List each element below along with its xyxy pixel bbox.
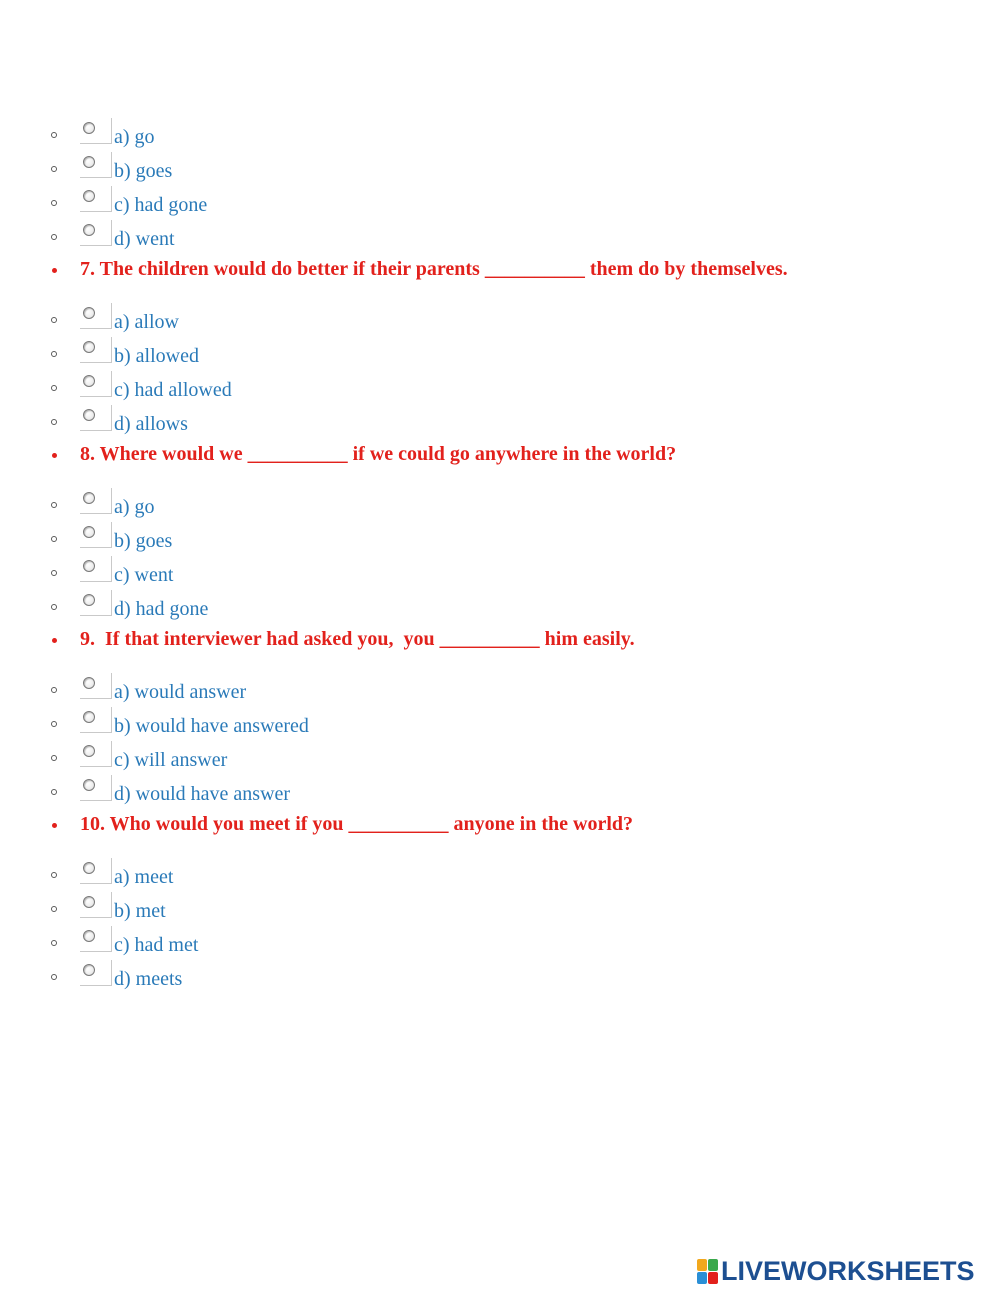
- option-label: a) go: [114, 496, 155, 518]
- answer-option[interactable]: [0, 522, 1000, 556]
- radio-button[interactable]: [83, 677, 95, 689]
- option-label: a) allow: [114, 311, 179, 333]
- answer-option[interactable]: [0, 337, 1000, 371]
- question-item: [0, 624, 1000, 673]
- option-label: d) would have answer: [114, 783, 291, 805]
- radio-button[interactable]: [83, 594, 95, 606]
- option-label: b) goes: [114, 160, 173, 182]
- option-label: d) went: [114, 228, 175, 250]
- option-bullet: [51, 974, 57, 980]
- radio-button[interactable]: [83, 190, 95, 202]
- radio-button[interactable]: [83, 307, 95, 319]
- answer-option[interactable]: [0, 371, 1000, 405]
- question-text: 8. Where would we __________ if we could go anywhere in the world?: [80, 443, 677, 465]
- answer-option[interactable]: [0, 858, 1000, 892]
- answer-option[interactable]: [0, 926, 1000, 960]
- radio-button[interactable]: [83, 862, 95, 874]
- answer-option[interactable]: [0, 590, 1000, 624]
- radio-button[interactable]: [83, 711, 95, 723]
- option-label: b) would have answered: [114, 715, 309, 737]
- answer-option[interactable]: [0, 488, 1000, 522]
- question-text: 9. If that interviewer had asked you, you __________ him easily.: [80, 628, 635, 650]
- option-label: a) would answer: [114, 681, 247, 703]
- option-label: c) had allowed: [114, 379, 232, 401]
- option-bullet: [51, 789, 57, 795]
- option-bullet: [51, 351, 57, 357]
- radio-button[interactable]: [83, 409, 95, 421]
- radio-button[interactable]: [83, 964, 95, 976]
- option-label: a) go: [114, 126, 155, 148]
- option-bullet: [51, 570, 57, 576]
- radio-button[interactable]: [83, 341, 95, 353]
- option-bullet: [51, 906, 57, 912]
- question-bullet: [52, 823, 57, 828]
- question-bullet: [52, 268, 57, 273]
- answer-option[interactable]: [0, 152, 1000, 186]
- question-item: [0, 809, 1000, 858]
- radio-button[interactable]: [83, 930, 95, 942]
- option-bullet: [51, 166, 57, 172]
- option-bullet: [51, 872, 57, 878]
- option-bullet: [51, 687, 57, 693]
- option-bullet: [51, 940, 57, 946]
- radio-button[interactable]: [83, 896, 95, 908]
- worksheet-content: [0, 118, 1000, 994]
- radio-button[interactable]: [83, 745, 95, 757]
- answer-option[interactable]: [0, 405, 1000, 439]
- radio-button[interactable]: [83, 560, 95, 572]
- option-label: b) met: [114, 900, 166, 922]
- radio-button[interactable]: [83, 156, 95, 168]
- liveworksheets-logo: [697, 1256, 975, 1286]
- radio-button[interactable]: [83, 122, 95, 134]
- answer-option[interactable]: [0, 556, 1000, 590]
- option-label: d) meets: [114, 968, 183, 990]
- option-label: b) allowed: [114, 345, 199, 367]
- answer-option[interactable]: [0, 118, 1000, 152]
- option-bullet: [51, 132, 57, 138]
- option-bullet: [51, 234, 57, 240]
- answer-option[interactable]: [0, 892, 1000, 926]
- option-label: b) goes: [114, 530, 173, 552]
- logo-text: LIVEWORKSHEETS: [721, 1256, 975, 1286]
- option-bullet: [51, 604, 57, 610]
- option-label: a) meet: [114, 866, 174, 888]
- radio-button[interactable]: [83, 224, 95, 236]
- radio-button[interactable]: [83, 779, 95, 791]
- option-bullet: [51, 200, 57, 206]
- question-text: 10. Who would you meet if you __________ anyone in the world?: [80, 813, 634, 835]
- option-label: c) had met: [114, 934, 199, 956]
- answer-option[interactable]: [0, 673, 1000, 707]
- option-label: d) had gone: [114, 598, 209, 620]
- option-bullet: [51, 317, 57, 323]
- answer-option[interactable]: [0, 303, 1000, 337]
- option-bullet: [51, 385, 57, 391]
- answer-option[interactable]: [0, 220, 1000, 254]
- option-bullet: [51, 419, 57, 425]
- question-bullet: [52, 638, 57, 643]
- answer-option[interactable]: [0, 707, 1000, 741]
- option-label: c) had gone: [114, 194, 208, 216]
- option-bullet: [51, 502, 57, 508]
- option-bullet: [51, 536, 57, 542]
- radio-button[interactable]: [83, 526, 95, 538]
- option-bullet: [51, 721, 57, 727]
- answer-option[interactable]: [0, 741, 1000, 775]
- answer-option[interactable]: [0, 775, 1000, 809]
- question-text: 7. The children would do better if their parents __________ them do by themselves.: [80, 258, 788, 280]
- question-item: [0, 254, 1000, 303]
- question-bullet: [52, 453, 57, 458]
- option-label: d) allows: [114, 413, 188, 435]
- option-bullet: [51, 755, 57, 761]
- radio-button[interactable]: [83, 492, 95, 504]
- answer-option[interactable]: [0, 186, 1000, 220]
- option-label: c) went: [114, 564, 174, 586]
- radio-button[interactable]: [83, 375, 95, 387]
- answer-option[interactable]: [0, 960, 1000, 994]
- option-label: c) will answer: [114, 749, 228, 771]
- liveworksheets-logo-icon: [697, 1259, 718, 1284]
- question-item: [0, 439, 1000, 488]
